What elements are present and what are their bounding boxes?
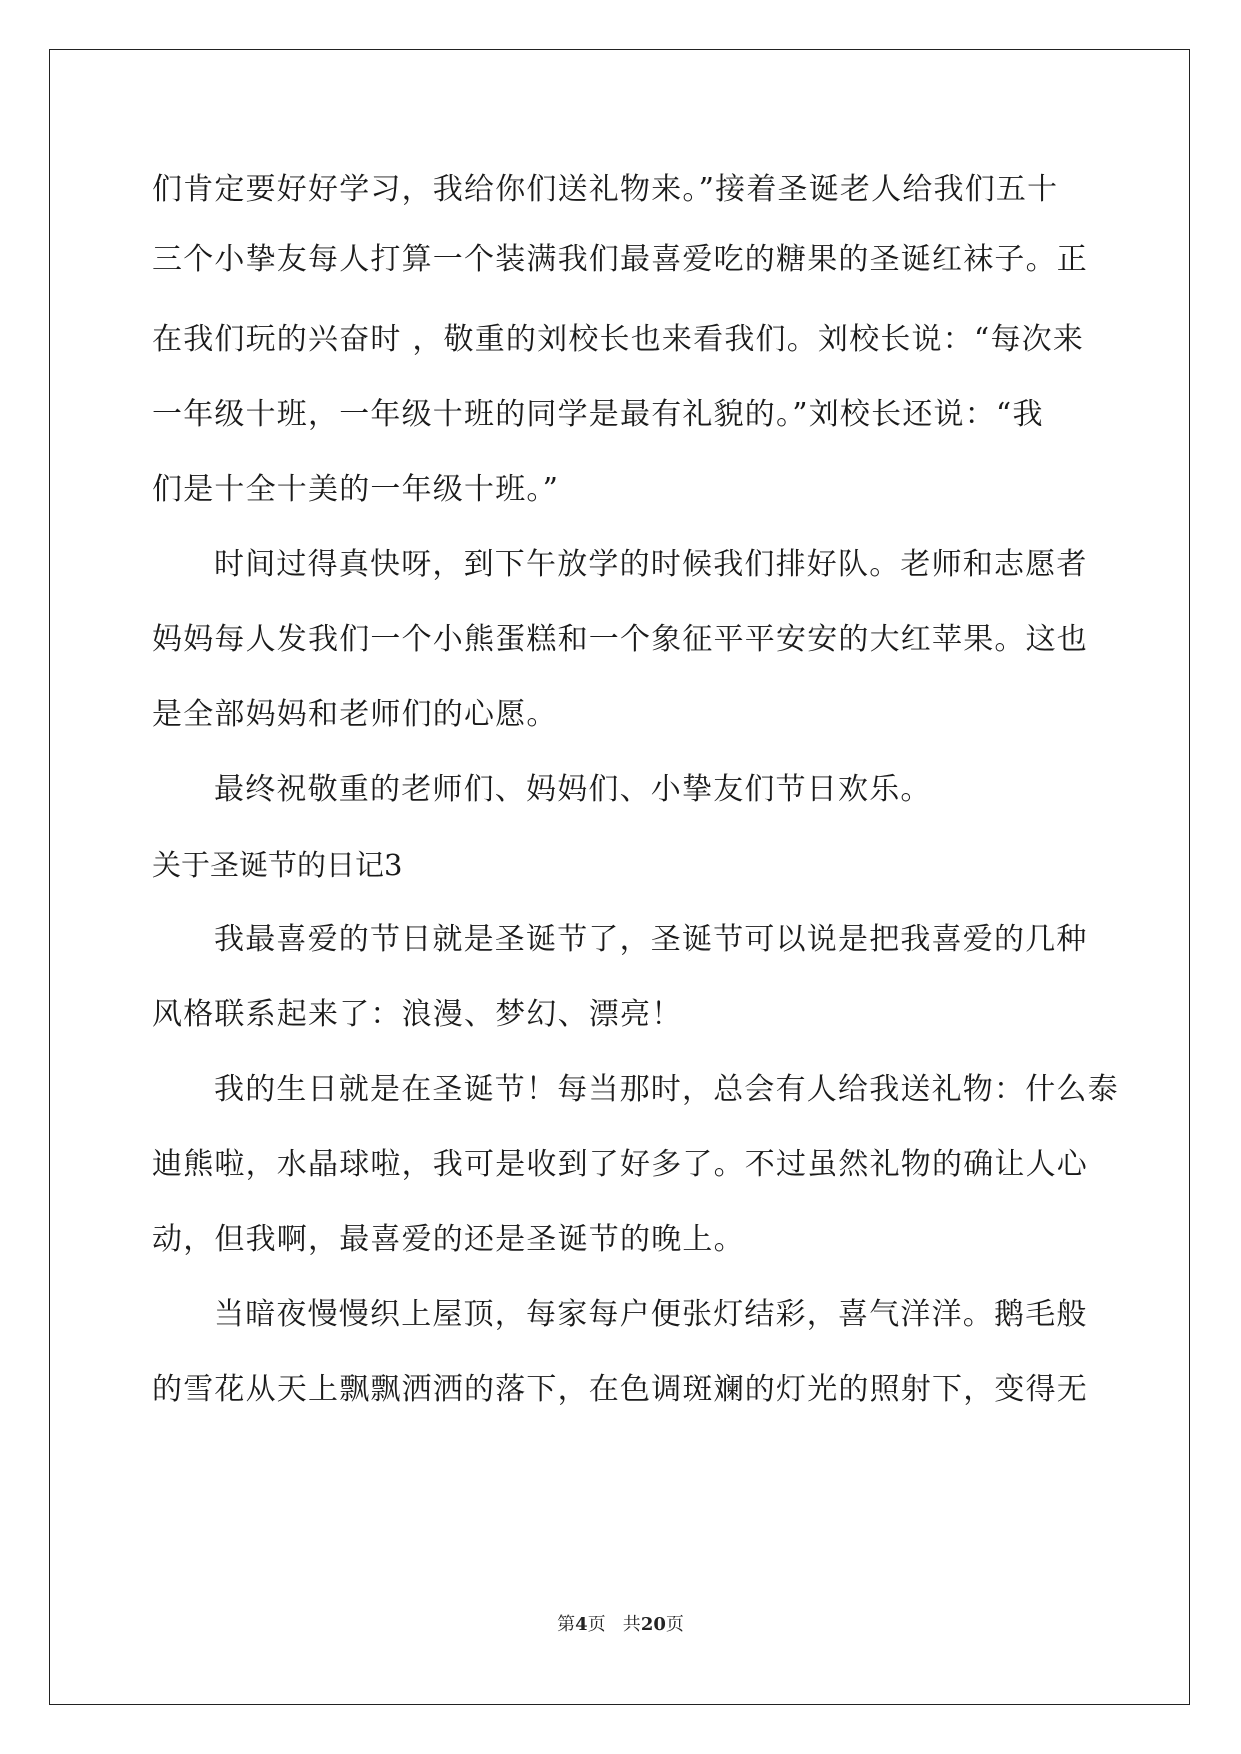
text-line: 一年级十班，一年级十班的同学是最有礼貌的。”刘校长还说：“我: [152, 397, 1044, 432]
text-line: 们是十全十美的一年级十班。”: [152, 472, 560, 507]
current-page-number: 4: [575, 1614, 588, 1635]
text-line: 三个小挚友每人打算一个装满我们最喜爱吃的糖果的圣诞红袜子。正: [152, 242, 1088, 277]
total-page-number: 20: [640, 1614, 666, 1635]
text-line: 风格联系起来了：浪漫、梦幻、漂亮！: [152, 997, 683, 1032]
text-line: 是全部妈妈和老师们的心愿。: [152, 697, 558, 732]
paragraph-start: 我的生日就是在圣诞节！每当那时，总会有人给我送礼物：什么泰: [214, 1072, 1119, 1107]
text-line: 们肯定要好好学习，我给你们送礼物来。”接着圣诞老人给我们五十: [152, 172, 1059, 207]
footer-prefix: 第: [557, 1614, 576, 1635]
paragraph-start: 时间过得真快呀，到下午放学的时候我们排好队。老师和志愿者: [214, 547, 1088, 582]
paragraph-start: 最终祝敬重的老师们、妈妈们、小挚友们节日欢乐。: [214, 772, 932, 807]
text-line: 在我们玩的兴奋时 ，敬重的刘校长也来看我们。刘校长说：“每次来: [152, 322, 1085, 357]
paragraph-start: 当暗夜慢慢织上屋顶，每家每户便张灯结彩，喜气洋洋。鹅毛般: [214, 1297, 1088, 1332]
footer-suffix: 页: [665, 1614, 684, 1635]
text-line: 妈妈每人发我们一个小熊蛋糕和一个象征平平安安的大红苹果。这也: [152, 622, 1088, 657]
paragraph-start: 我最喜爱的节日就是圣诞节了，圣诞节可以说是把我喜爱的几种: [214, 922, 1088, 957]
page-footer: [0, 1613, 1241, 1637]
text-line: 的雪花从天上飘飘洒洒的落下，在色调斑斓的灯光的照射下，变得无: [152, 1372, 1088, 1407]
footer-mid: 页 共: [587, 1614, 641, 1635]
text-line: 迪熊啦，水晶球啦，我可是收到了好多了。不过虽然礼物的确让人心: [152, 1147, 1088, 1182]
section-heading: 关于圣诞节的日记3: [152, 848, 403, 882]
text-line: 动，但我啊，最喜爱的还是圣诞节的晚上。: [152, 1222, 745, 1257]
